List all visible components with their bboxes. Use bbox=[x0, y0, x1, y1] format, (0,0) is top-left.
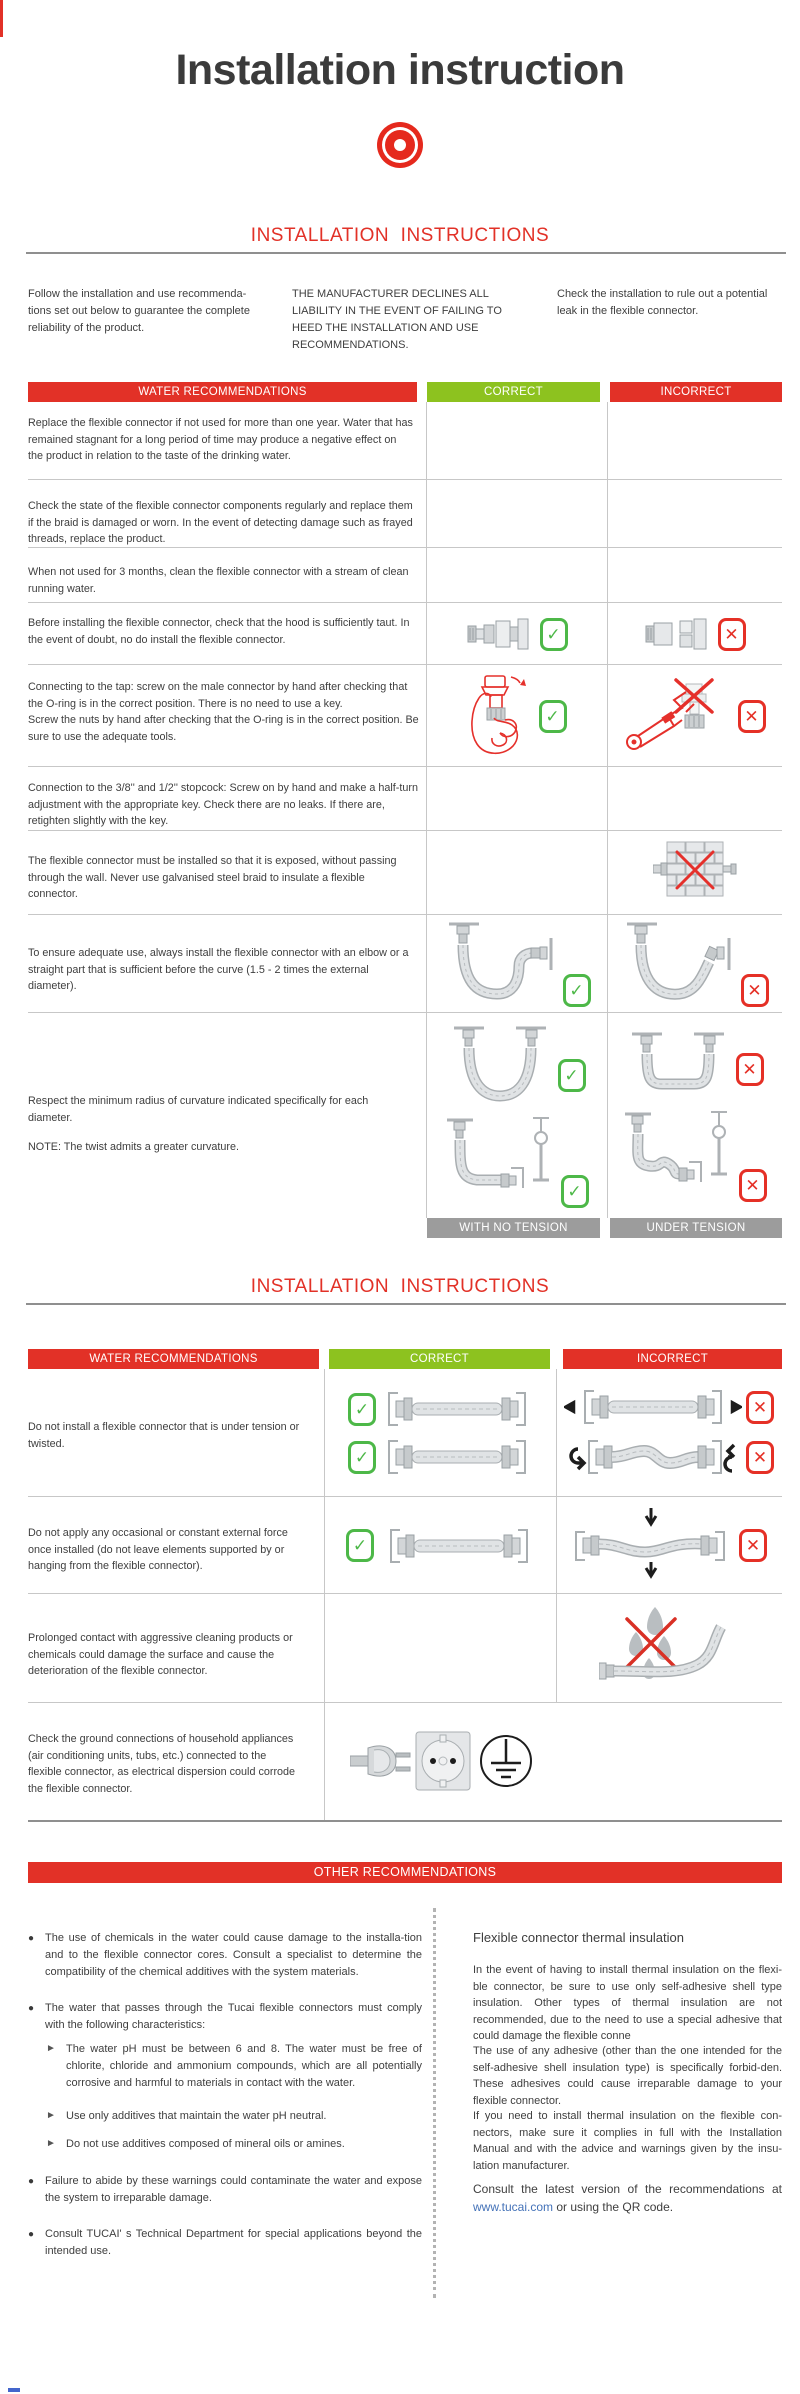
check-icon: ✓ bbox=[563, 974, 591, 1007]
plug-socket-ground-illustration bbox=[350, 1726, 536, 1798]
tucai-website-link[interactable]: www.tucai.com bbox=[473, 2200, 554, 2214]
connector-illustration bbox=[466, 617, 530, 651]
table-row bbox=[28, 831, 782, 915]
row-text: Replace the flexible connector if not used for more than one year. Water that has remained stagnant for a long period of time may produce a negative effect on the product in relation to the taste of the drinking water. bbox=[28, 417, 413, 463]
section2-heading: INSTALLATION INSTRUCTIONS bbox=[250, 1276, 550, 1297]
consult-text-after: or using the QR code. bbox=[553, 2200, 674, 2214]
consult-text-before: Consult the latest version of the recommendations at bbox=[473, 2182, 782, 2196]
bullet-text: Failure to abide by these warnings could contaminate the water and expose the system to irreparable damage. bbox=[45, 2175, 422, 2205]
flag-bullet-icon: ► bbox=[46, 2043, 56, 2054]
l-hose-illustration bbox=[445, 1116, 555, 1208]
table2-header-correct: CORRECT bbox=[329, 1349, 550, 1369]
chemical-drops-cross-illustration bbox=[599, 1601, 739, 1697]
cross-icon: ✕ bbox=[718, 618, 746, 651]
list-item bbox=[46, 2041, 422, 2092]
thermal-insulation-heading: Flexible connector thermal insulation bbox=[473, 1930, 684, 1945]
cross-icon: ✕ bbox=[746, 1441, 774, 1474]
bullet-icon: ● bbox=[28, 1933, 35, 1944]
row-text: Connecting to the tap: screw on the male connector by hand after checking that the O-ring is in the correct position. There is no need to use a key. bbox=[28, 681, 408, 710]
table-row bbox=[28, 1703, 782, 1820]
list-item bbox=[28, 2000, 422, 2034]
cross-icon: ✕ bbox=[746, 1391, 774, 1424]
list-item bbox=[28, 1930, 422, 1981]
check-icon: ✓ bbox=[348, 1393, 376, 1426]
row-text: Do not apply any occasional or constant external force once installed (do not leave elements supported by or hanging from the flexible connector). bbox=[28, 1527, 288, 1573]
table-row bbox=[28, 915, 782, 1013]
bullet-text: The water pH must be between 6 and 8. The water must be free of chlorite, chloride and ammonium compounds, which are all potentially corrosive and harmful to materials in contact with the water. bbox=[66, 2043, 422, 2090]
bullet-icon: ● bbox=[28, 2003, 35, 2014]
table1-header-correct: CORRECT bbox=[427, 382, 600, 402]
connector-loose-illustration bbox=[644, 617, 708, 651]
footer-under-tension: UNDER TENSION bbox=[610, 1218, 782, 1238]
wall-pipe-cross-illustration bbox=[653, 840, 737, 906]
twisted-hose-illustration bbox=[564, 1437, 742, 1477]
flag-bullet-icon: ► bbox=[46, 2138, 56, 2149]
bullet-text: Use only additives that maintain the water pH neutral. bbox=[66, 2110, 327, 2122]
footer-with-no-tension: WITH NO TENSION bbox=[427, 1218, 600, 1238]
page-edge-mark-top bbox=[0, 0, 3, 37]
hose-no-elbow-illustration bbox=[621, 920, 739, 1008]
intro-right: Check the installation to rule out a potential leak in the flexible connector. bbox=[557, 288, 768, 318]
tense-u-hose-illustration bbox=[626, 1030, 730, 1096]
bullet-icon: ● bbox=[28, 2229, 35, 2240]
page-title: Installation instruction bbox=[175, 46, 625, 94]
bullet-icon: ● bbox=[28, 2176, 35, 2187]
table-row bbox=[28, 767, 782, 831]
row-text: Do not install a flexible connector that is under tension or twisted. bbox=[28, 1421, 300, 1450]
check-icon: ✓ bbox=[540, 618, 568, 651]
bullet-text: Consult TUCAI' s Technical Department for special applications beyond the intended use. bbox=[45, 2228, 422, 2258]
elbow-hose-illustration bbox=[443, 920, 561, 1008]
other-recommendations-banner: OTHER RECOMMENDATIONS bbox=[28, 1862, 782, 1883]
flag-bullet-icon: ► bbox=[46, 2110, 56, 2121]
bullet-text: The use of chemicals in the water could cause damage to the installa-tion and to the flexible connector cores. Consult a specialist to determine the compatibility of the chemical additives with the system materials. bbox=[45, 1932, 422, 1979]
thermal-insulation-paragraph-2: The use of any adhesive (other than the one intended for the self-adhesive shell insulation type) is specifically forbid-den. These adhesives could cause irreparable damage to your flexible connector. bbox=[473, 2045, 782, 2107]
thermal-insulation-paragraph-1: In the event of having to install thermal insulation on the flexi-ble connector, be sure to use only self-adhesive shell type insulation. Other types of thermal insulation are not recommended, due to the need to use a special adhesive that could damage the flexible conne bbox=[473, 1964, 782, 2042]
table1-header-incorrect: INCORRECT bbox=[610, 382, 782, 402]
row-text: Respect the minimum radius of curvature indicated specifically for each diameter. bbox=[28, 1095, 369, 1124]
table2-header-incorrect: INCORRECT bbox=[563, 1349, 782, 1369]
forced-hose-illustration bbox=[571, 1506, 731, 1586]
straight-hose-illustration bbox=[384, 1528, 534, 1564]
list-item bbox=[46, 2136, 422, 2153]
cross-icon: ✕ bbox=[741, 974, 769, 1007]
table-row bbox=[28, 1594, 782, 1703]
table1-header-water-recommendations: WATER RECOMMENDATIONS bbox=[28, 382, 417, 402]
cross-icon: ✕ bbox=[736, 1053, 764, 1086]
table-row bbox=[28, 1013, 782, 1218]
straight-hose-illustration bbox=[382, 1391, 532, 1427]
check-icon: ✓ bbox=[539, 700, 567, 733]
table-row bbox=[28, 1369, 782, 1497]
row-text: Prolonged contact with aggressive cleaning products or chemicals could damage the surface and cause the deterioration of the flexible connector. bbox=[28, 1632, 293, 1678]
intro-left: Follow the installation and use recommenda-tions set out below to guarantee the complete reliability of the product. bbox=[28, 288, 250, 335]
table-row bbox=[28, 548, 782, 603]
consult-recommendations-paragraph bbox=[473, 2180, 782, 2216]
table-row bbox=[28, 603, 782, 665]
table-row bbox=[28, 665, 782, 767]
wrench-cross-illustration bbox=[624, 678, 728, 754]
list-item bbox=[28, 2226, 422, 2260]
cross-icon: ✕ bbox=[738, 700, 766, 733]
straight-hose-illustration bbox=[382, 1439, 532, 1475]
page-edge-mark-bottom bbox=[8, 2388, 20, 2392]
check-icon: ✓ bbox=[558, 1059, 586, 1092]
row-note: NOTE: The twist admits a greater curvature. bbox=[28, 1141, 240, 1154]
row-text-2: Screw the nuts by hand after checking that the O-ring is in the correct position. Be sure to use the adequate tools. bbox=[28, 714, 419, 744]
section1-divider bbox=[26, 252, 786, 254]
check-icon: ✓ bbox=[346, 1529, 374, 1562]
table2-header-water-recommendations: WATER RECOMMENDATIONS bbox=[28, 1349, 319, 1369]
check-icon: ✓ bbox=[561, 1175, 589, 1208]
bullet-text: Do not use additives composed of mineral oils or amines. bbox=[66, 2138, 345, 2150]
pulled-hose-illustration bbox=[564, 1389, 742, 1425]
intro-center: THE MANUFACTURER DECLINES ALL LIABILITY IN THE EVENT OF FAILING TO HEED THE INSTALLATION AND USE RECOMMENDATIONS. bbox=[292, 288, 502, 352]
table-row bbox=[28, 1497, 782, 1594]
cross-icon: ✕ bbox=[739, 1169, 767, 1202]
column-divider-dotted bbox=[433, 1908, 436, 2298]
cross-icon: ✕ bbox=[739, 1529, 767, 1562]
thermal-insulation-paragraph-3: If you need to install thermal insulation on the flexible con-nectors, make sure it complies in full with the Installation Manual and with the advice and warnings given by the insu-lation manufacturer. bbox=[473, 2110, 782, 2172]
bullet-text: The water that passes through the Tucai flexible connectors must comply with the following characteristics: bbox=[45, 2002, 422, 2032]
table-row bbox=[28, 402, 782, 480]
row-text: When not used for 3 months, clean the flexible connector with a stream of clean running water. bbox=[28, 566, 409, 595]
check-icon: ✓ bbox=[348, 1441, 376, 1474]
section2-divider bbox=[26, 1303, 786, 1305]
table1-body bbox=[28, 402, 782, 1218]
row-text: Connection to the 3/8'' and 1/2'' stopcock: Screw on by hand and make a half-turn adjustment with the appropriate key. Check there are no leaks. If there are, retighten slightly with the key. bbox=[28, 782, 418, 828]
kinked-l-hose-illustration bbox=[623, 1110, 733, 1202]
brand-logo-icon bbox=[377, 122, 423, 168]
row-text: Check the ground connections of household appliances (air conditioning units, tubs, etc.) connected to the flexible connector, as electrical dispersion could corrode the flexible connector. bbox=[28, 1733, 296, 1796]
list-item bbox=[46, 2108, 422, 2125]
row-text: The flexible connector must be installed so that it is exposed, without passing through the wall. Never use galvanised steel braid to insulate a flexible connector. bbox=[28, 855, 397, 901]
row-text: Before installing the flexible connector, check that the hood is sufficiently taut. In the event of doubt, no do install the flexible connector. bbox=[28, 617, 410, 646]
hand-tighten-illustration bbox=[467, 674, 529, 758]
row-text: Check the state of the flexible connector components regularly and replace them if the braid is damaged or worn. In the event of detecting damage such as frayed threads, replace the product. bbox=[28, 500, 413, 546]
row-text: To ensure adequate use, always install the flexible connector with an elbow or a straight part that is sufficient before the curve (1.5 - 2 times the external diameter). bbox=[28, 947, 409, 993]
list-item bbox=[28, 2173, 422, 2207]
section1-heading: INSTALLATION INSTRUCTIONS bbox=[250, 225, 550, 246]
table-row bbox=[28, 480, 782, 548]
table2-body bbox=[28, 1369, 782, 1822]
u-hose-illustration bbox=[448, 1024, 552, 1106]
